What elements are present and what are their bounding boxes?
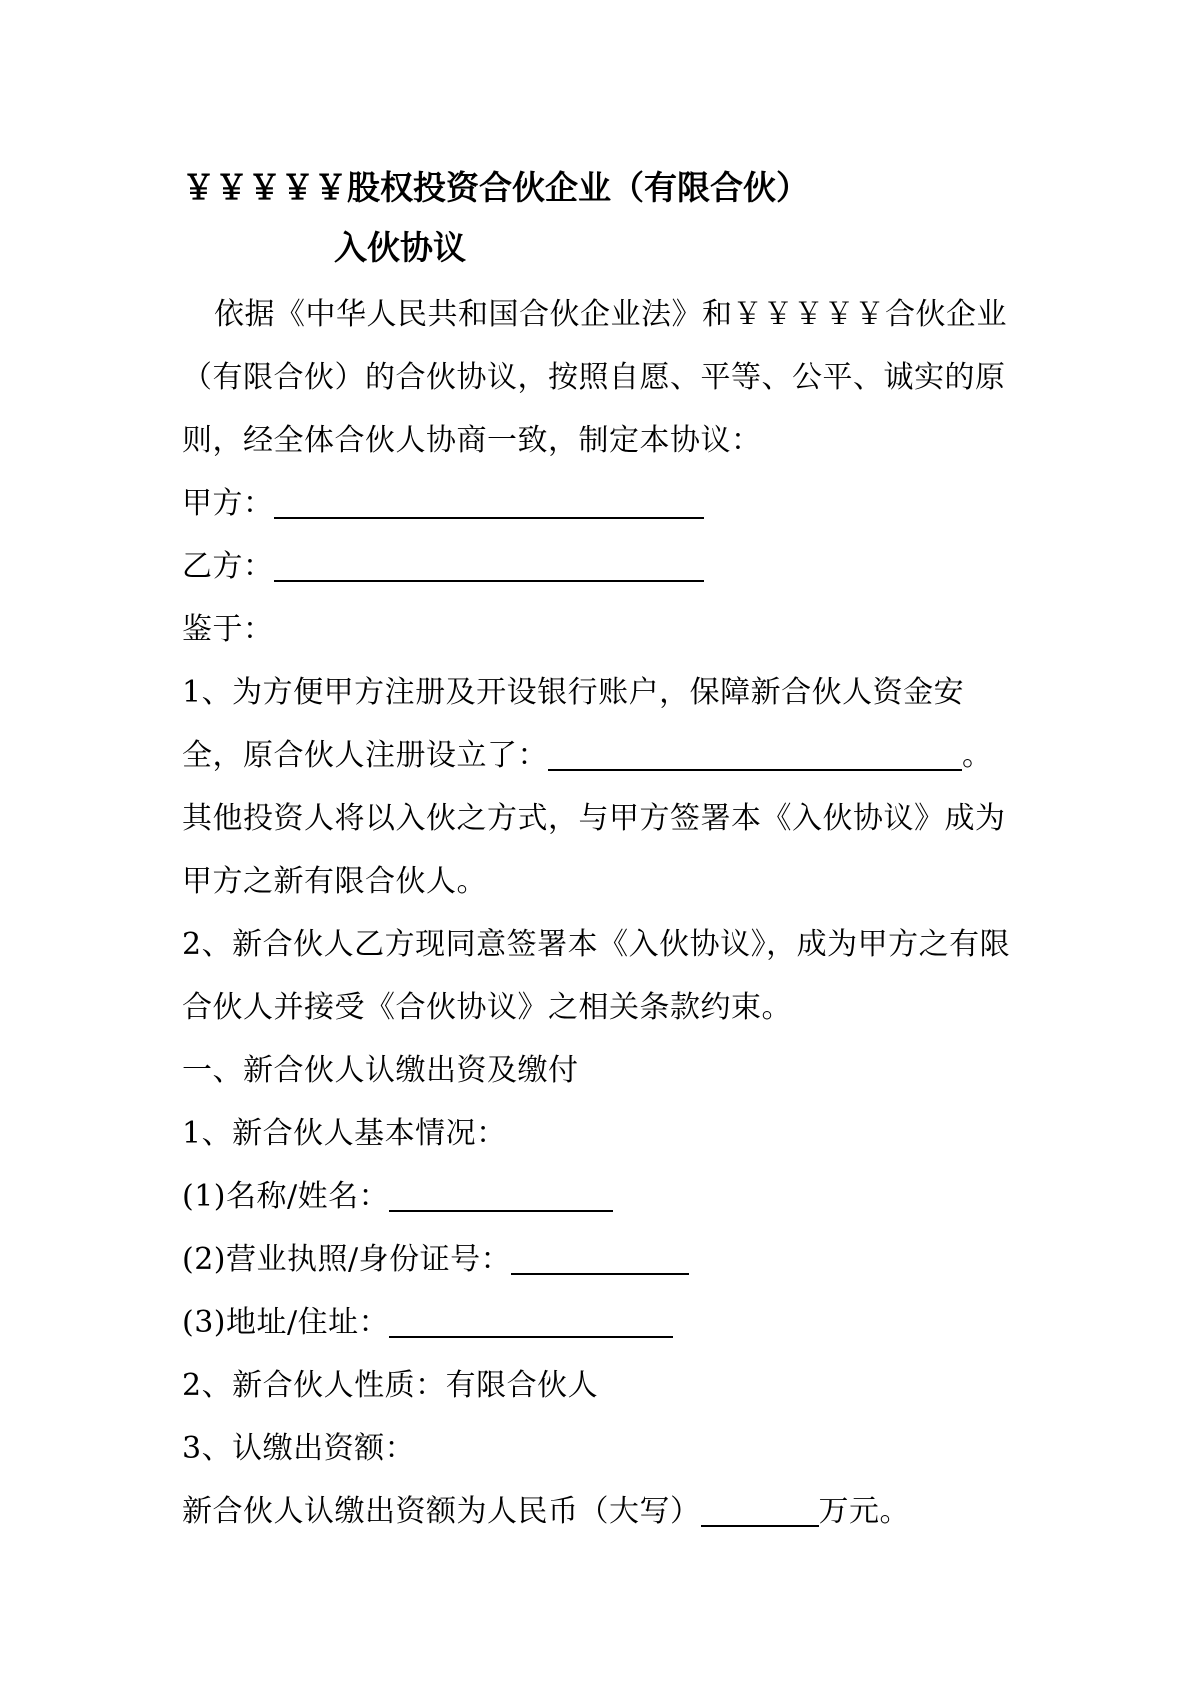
recital-1-continuation: 。其他投资人将以入伙之方式，与甲方签署本《入伙协议》成为甲方之新有限合伙人。 <box>182 738 1006 899</box>
party-a-label: 甲方： <box>182 486 274 521</box>
document-subtitle: 入伙协议 <box>334 228 466 267</box>
subscription-amount-blank <box>701 1495 819 1527</box>
party-b-label: 乙方： <box>182 549 274 584</box>
field-license-blank <box>511 1243 689 1275</box>
party-b-blank <box>274 550 704 582</box>
subscription-prefix: 新合伙人认缴出资额为人民币（大写） <box>182 1494 701 1529</box>
item-3-heading: 3、认缴出资额： <box>182 1431 416 1466</box>
intro-paragraph: 依据《中华人民共和国合伙企业法》和￥￥￥￥￥合伙企业（有限合伙）的合伙协议，按照自愿、平等、公平、诚实的原则，经全体合伙人协商一致，制定本协议： <box>182 297 1007 458</box>
item-1-heading: 1、新合伙人基本情况： <box>182 1116 507 1151</box>
field-address-label: (3)地址/住址： <box>182 1305 390 1340</box>
party-a-line <box>182 472 1022 535</box>
document-content <box>182 158 1022 1543</box>
whereas-label: 鉴于： <box>182 612 274 647</box>
recital-1-text: 1、为方便甲方注册及开设银行账户，保障新合伙人资金安全，原合伙人注册设立了： <box>182 675 965 773</box>
document-title: ￥￥￥￥￥股权投资合伙企业（有限合伙） <box>182 168 809 207</box>
subscription-suffix: 万元。 <box>818 1494 910 1529</box>
party-b-line <box>182 535 1022 598</box>
recital-2: 2、新合伙人乙方现同意签署本《入伙协议》，成为甲方之有限合伙人并接受《合伙协议》之相关条款约束。 <box>182 927 1011 1025</box>
field-address-blank <box>389 1306 673 1338</box>
field-name-blank <box>389 1180 613 1212</box>
party-a-blank <box>274 487 704 519</box>
field-name-line <box>182 1165 1022 1228</box>
item-2: 2、新合伙人性质：有限合伙人 <box>182 1368 599 1403</box>
recital-1 <box>182 661 1022 913</box>
entity-name-blank <box>548 739 948 771</box>
field-address-line <box>182 1291 1022 1354</box>
section-1-heading: 一、新合伙人认缴出资及缴付 <box>182 1053 579 1088</box>
field-license-line <box>182 1228 1022 1291</box>
field-name-label: (1)名称/姓名： <box>182 1179 390 1214</box>
field-license-label: (2)营业执照/身份证号： <box>182 1242 512 1277</box>
entity-name-blank-tail <box>948 739 962 771</box>
subscription-line <box>182 1480 1022 1543</box>
